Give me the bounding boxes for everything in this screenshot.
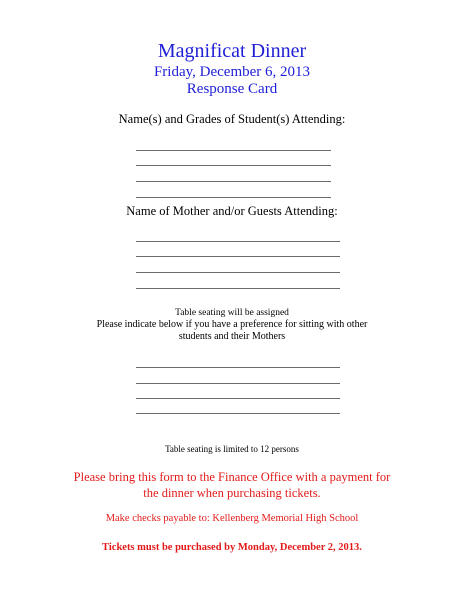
guest-name-line[interactable] <box>136 272 340 273</box>
student-name-line[interactable] <box>136 165 331 166</box>
preference-text-line2: students and their Mothers <box>178 331 286 342</box>
student-name-line[interactable] <box>136 197 331 198</box>
payable-to: Make checks payable to: Kellenberg Memorial High School <box>105 513 359 524</box>
event-date: Friday, December 6, 2013 <box>153 64 311 80</box>
instructions-line2: the dinner when purchasing tickets. <box>143 486 321 500</box>
event-title: Magnificat Dinner <box>157 40 307 62</box>
preference-text-line1: Please indicate below if you have a preference for sitting with other <box>96 319 368 330</box>
seating-limit-note: Table seating is limited to 12 persons <box>165 444 299 454</box>
guests-label: Name of Mother and/or Guests Attending: <box>126 204 338 218</box>
instructions-line1: Please bring this form to the Finance Office with a payment for <box>73 470 391 484</box>
guest-name-line[interactable] <box>136 241 340 242</box>
purchase-deadline: Tickets must be purchased by Monday, December 2, 2013. <box>102 542 362 553</box>
student-name-line[interactable] <box>136 150 331 151</box>
card-subtitle: Response Card <box>186 81 278 97</box>
preference-line[interactable] <box>136 367 340 368</box>
preference-line[interactable] <box>136 413 340 414</box>
student-name-line[interactable] <box>136 181 331 182</box>
seating-note: Table seating will be assigned <box>175 308 289 318</box>
preference-line[interactable] <box>136 398 340 399</box>
guest-name-line[interactable] <box>136 256 340 257</box>
students-label: Name(s) and Grades of Student(s) Attending: <box>118 112 346 126</box>
preference-line[interactable] <box>136 383 340 384</box>
guest-name-line[interactable] <box>136 288 340 289</box>
